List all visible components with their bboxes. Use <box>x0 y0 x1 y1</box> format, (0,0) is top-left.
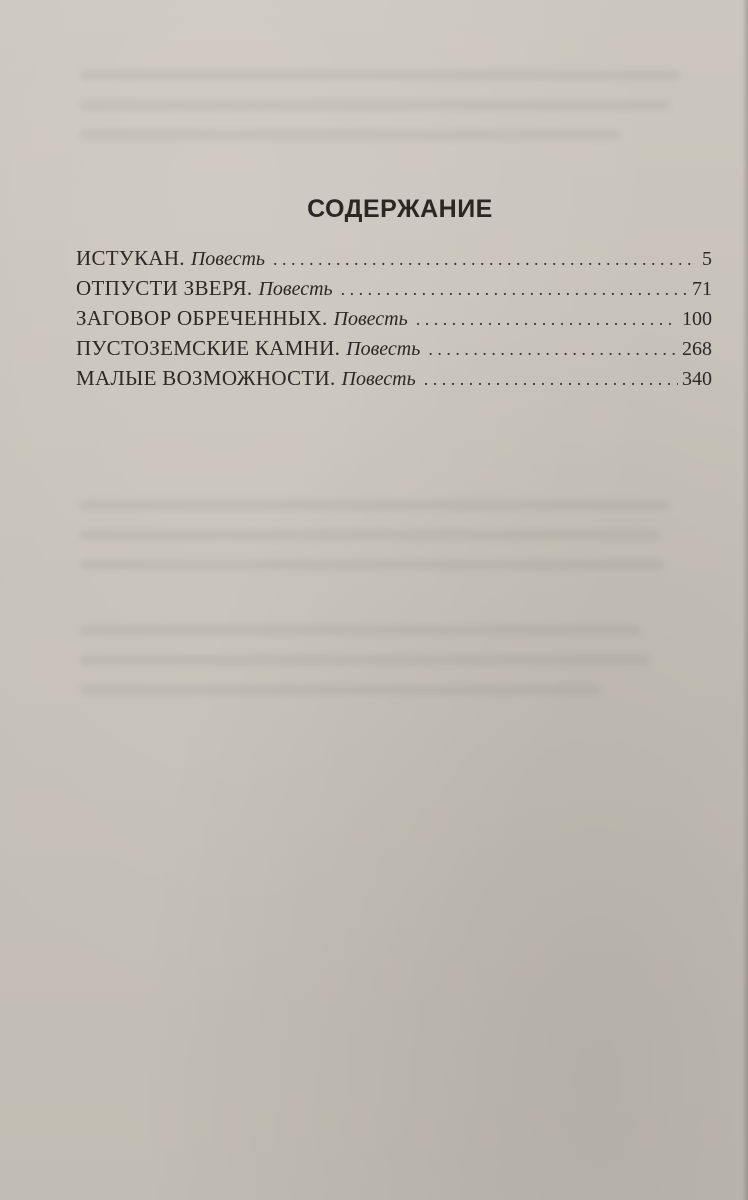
show-through-line <box>80 500 670 510</box>
show-through-line <box>80 530 660 540</box>
dot-leader <box>428 339 678 360</box>
toc-entry[interactable] <box>76 246 712 276</box>
show-through-line <box>80 685 600 695</box>
toc-entry-title: ЗАГОВОР ОБРЕЧЕННЫХ. <box>76 306 328 330</box>
toc-entry-page: 340 <box>682 368 712 390</box>
toc-entry[interactable] <box>76 306 712 336</box>
dot-leader <box>273 249 694 270</box>
table-of-contents <box>76 246 712 396</box>
show-through-line <box>80 100 670 110</box>
show-through-line <box>80 130 620 140</box>
show-through-line <box>80 560 665 570</box>
toc-entry-page: 100 <box>682 308 712 330</box>
toc-entry[interactable] <box>76 336 712 366</box>
dot-leader <box>424 369 678 390</box>
show-through-line <box>80 655 650 665</box>
toc-entry-page: 5 <box>702 248 712 270</box>
toc-entry-page: 71 <box>692 278 712 300</box>
contents-heading: СОДЕРЖАНИЕ <box>307 195 493 223</box>
toc-entry-genre: Повесть <box>333 308 408 330</box>
toc-entry-genre: Повесть <box>190 248 266 270</box>
page-edge-shadow <box>742 0 748 1200</box>
toc-entry-page: 268 <box>682 338 712 360</box>
show-through-line <box>80 625 640 635</box>
toc-entry[interactable] <box>76 366 712 396</box>
toc-entry[interactable] <box>76 276 712 306</box>
dot-leader <box>341 279 688 300</box>
toc-entry-title: ПУСТОЗЕМСКИЕ КАМНИ. <box>76 336 341 360</box>
toc-entry-genre: Повесть <box>346 338 421 360</box>
toc-entry-title: ИСТУКАН. <box>76 246 185 270</box>
toc-entry-genre: Повесть <box>341 368 416 390</box>
toc-entry-title: МАЛЫЕ ВОЗМОЖНОСТИ. <box>76 366 336 390</box>
toc-entry-title: ОТПУСТИ ЗВЕРЯ. <box>76 276 253 300</box>
toc-entry-genre: Повесть <box>258 278 333 300</box>
show-through-line <box>80 70 680 80</box>
dot-leader <box>416 309 678 330</box>
